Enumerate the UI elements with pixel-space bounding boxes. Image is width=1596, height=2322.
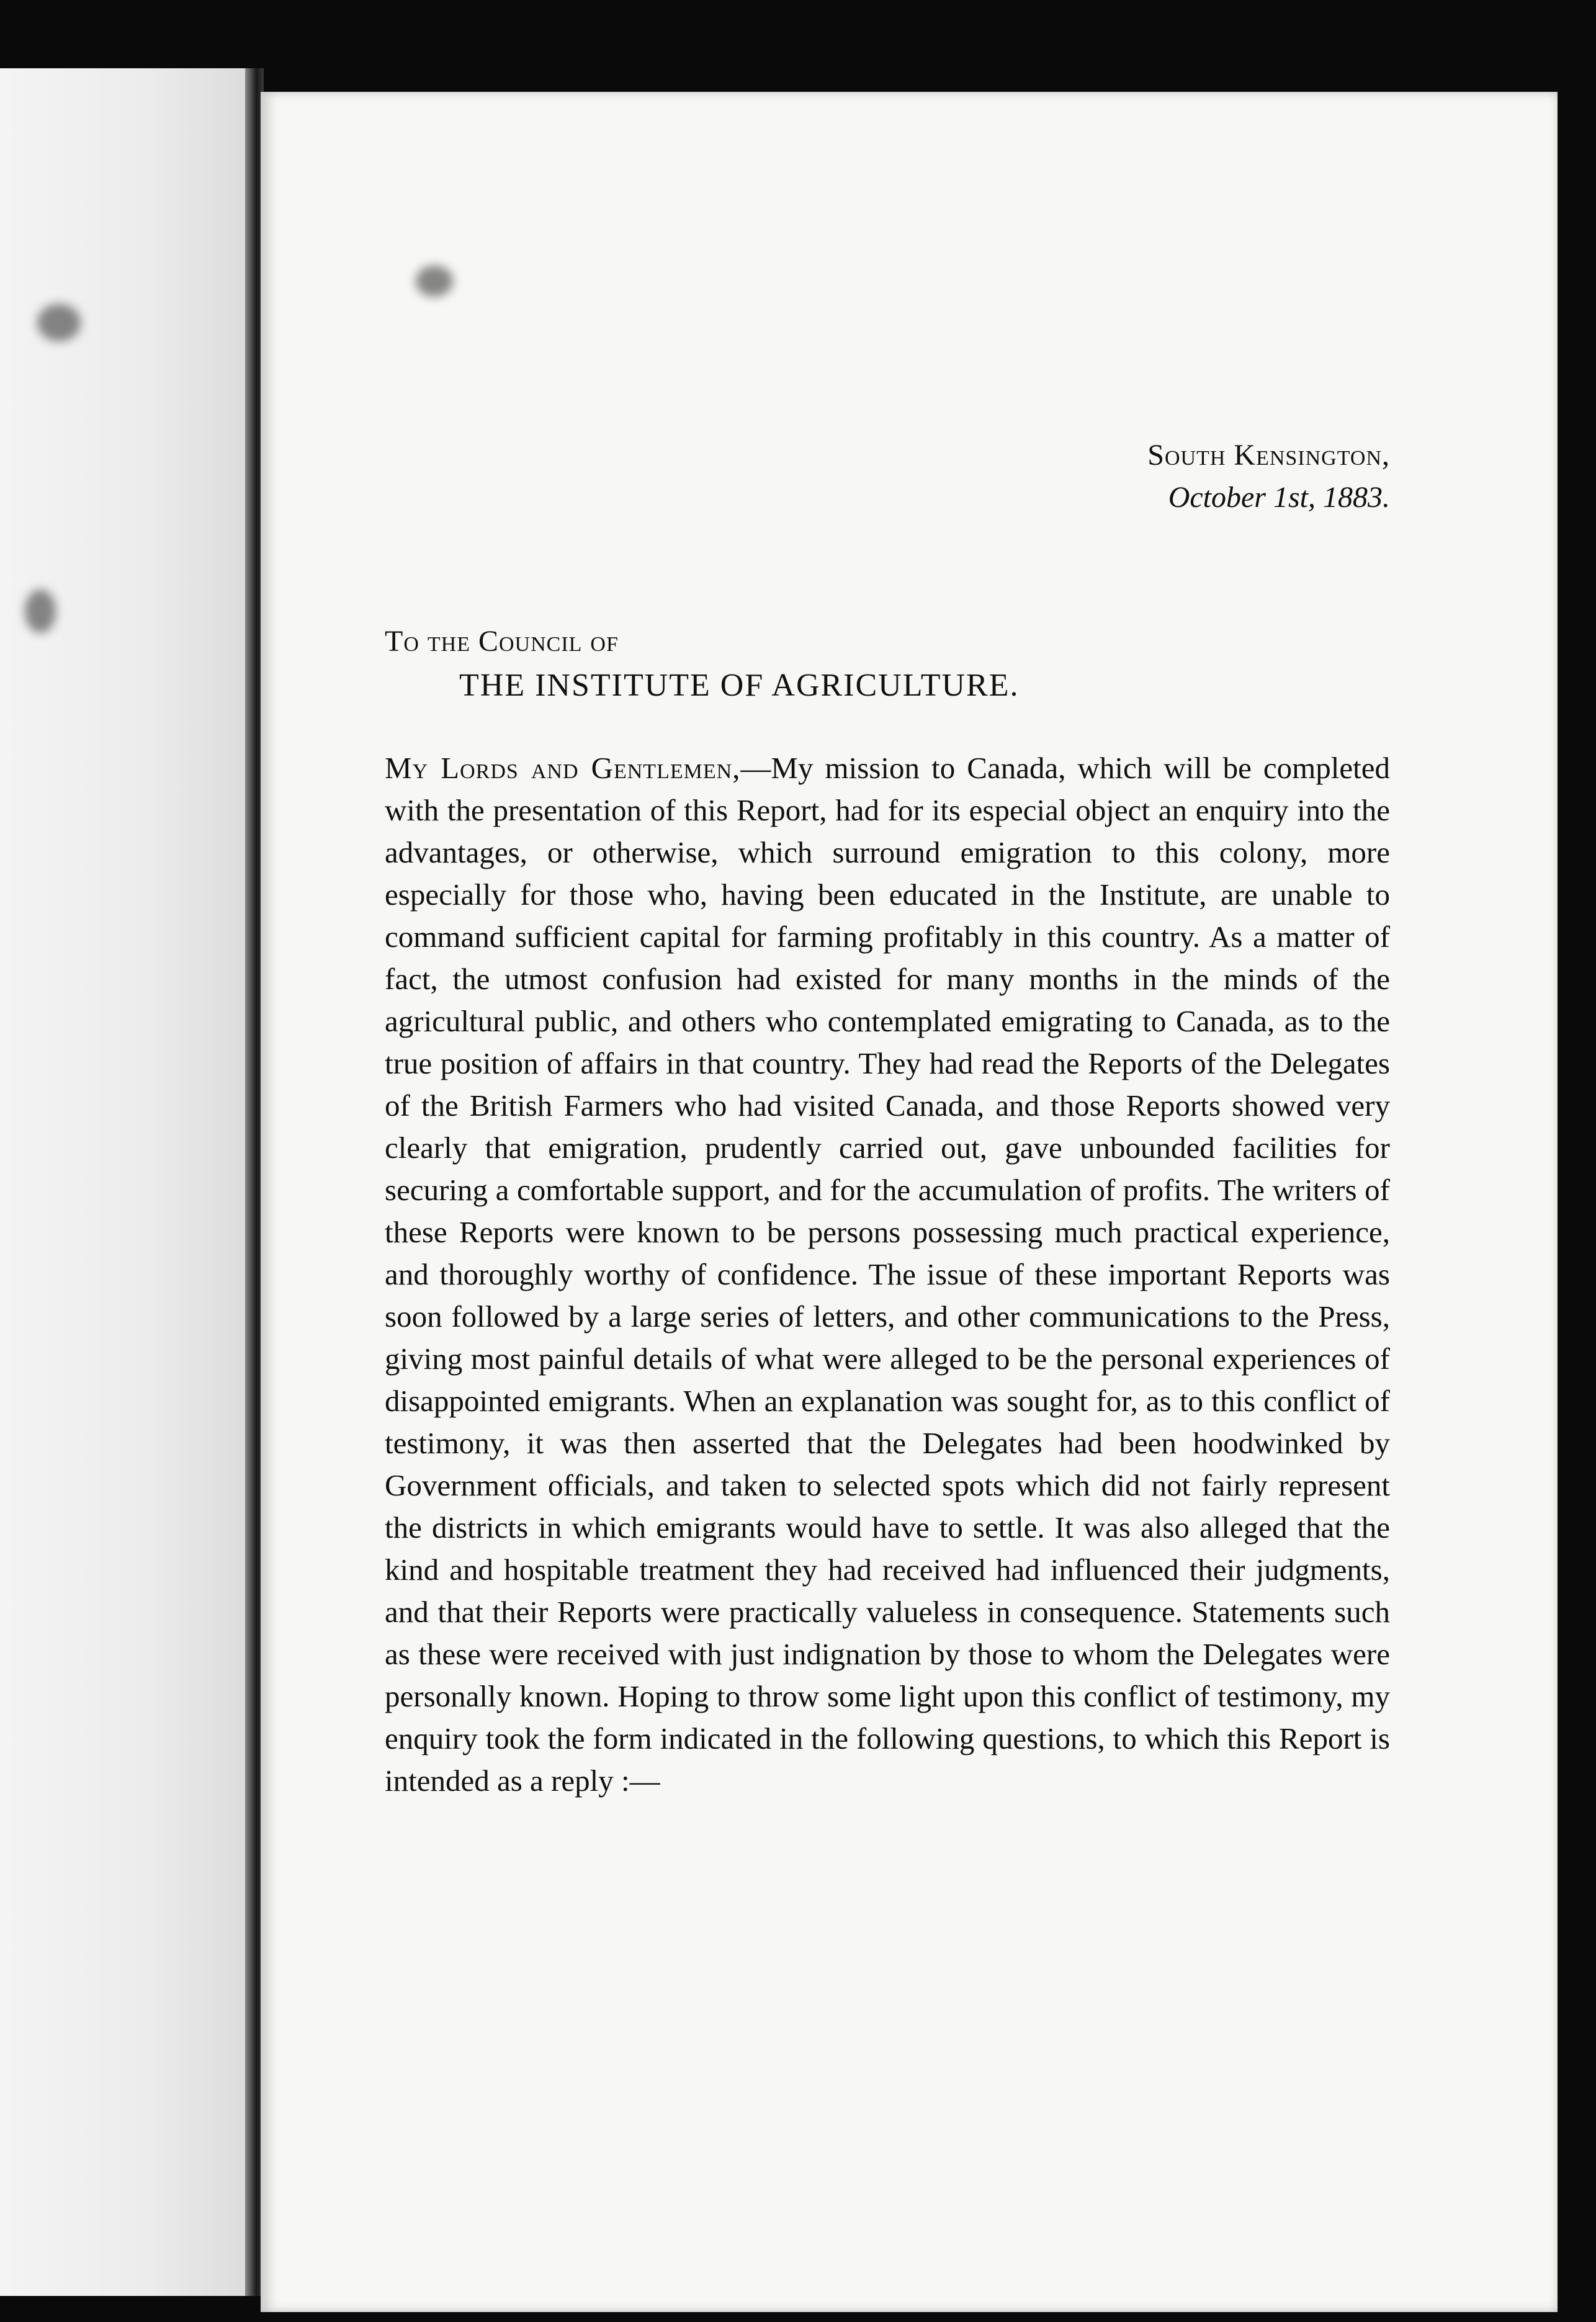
letter-opening: My Lords and Gentlemen, — [385, 751, 741, 785]
letter-body — [385, 747, 1390, 1802]
dateline — [385, 434, 1390, 519]
ink-spot — [25, 589, 56, 633]
dateline-date: October 1st, 1883. — [1168, 481, 1390, 514]
institution-name: THE INSTITUTE OF AGRICULTURE. — [459, 668, 1020, 703]
letter-content — [385, 434, 1390, 1832]
ink-spot — [37, 304, 81, 341]
dateline-place: South Kensington, — [1147, 439, 1390, 472]
ink-spot — [416, 266, 453, 297]
left-page-edge — [0, 68, 245, 2296]
addressee-line: To the Council of — [385, 625, 619, 658]
letter-body-text: —My mission to Canada, which will be completed with the presentation of this Report, had for its especial object an enquiry into the advantages, or otherwise, which surround emigration to this colony, more especially for those who, having been educated in the Institute, are unable to command sufficient capital for farming profitably in this country. As a matter of fact, the utmost confusion had existed for many months in the minds of the agricultural public, and others who contemplated emigrating to Canada, as to the true position of affairs in that country. They had read the Reports of the Delegates of the British Farmers who had visited Canada, and those Reports showed very clearly that emigration, prudently carried out, gave unbounded facilities for securing a comfortable support, and for the accumulation of profits. The writers of these Reports were known to be persons possessing much practical experience, and thoroughly worthy of confidence. The issue of these important Reports was soon followed by a large series of letters, and other communications to the Press, giving most painful details of what were alleged to be the personal experiences of disappointed emigrants. When an explanation was sought for, as to this conflict of testimony, it was then asserted that the Delegates had been hoodwinked by Government officials, and taken to selected spots which did not fairly represent the districts in which emigrants would have to settle. It was also alleged that the kind and hospitable treatment they had received had influenced their judgments, and that their Reports were practically valueless in consequence. Statements such as these were received with just indignation by those to whom the Delegates were personally known. Hoping to throw some light upon this conflict of testimony, my enquiry took the form indicated in the following questions, to which this Report is intended as a reply :— — [385, 751, 1390, 1798]
